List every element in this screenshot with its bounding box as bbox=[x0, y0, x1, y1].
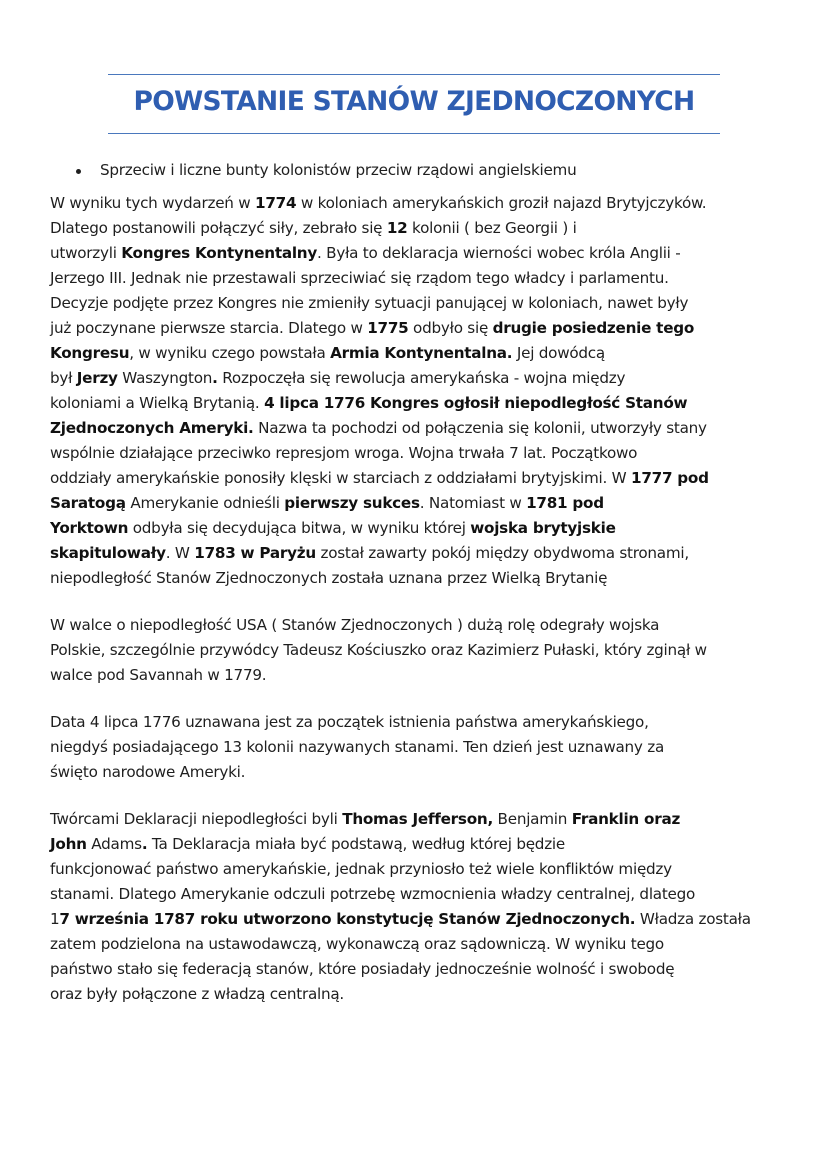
text-run: W walce o niepodległość USA ( Stanów Zjednoczonych ) dużą rolę odegrały wojska bbox=[50, 616, 660, 634]
text-line bbox=[50, 663, 790, 688]
text-line bbox=[50, 638, 790, 663]
text-run: Polskie, szczególnie przywódcy Tadeusz Kościuszko oraz Kazimierz Pułaski, który zginął w bbox=[50, 641, 707, 659]
text-run: kolonii ( bez Georgii ) i bbox=[407, 219, 577, 237]
paragraph bbox=[50, 710, 790, 785]
text-run: Data 4 lipca 1776 uznawana jest za początek istnienia państwa amerykańskiego, bbox=[50, 713, 649, 731]
text-line bbox=[50, 466, 790, 491]
text-run: w koloniach amerykańskich groził najazd Brytyjczyków. bbox=[296, 194, 707, 212]
text-run: funkcjonować państwo amerykańskie, jednak przyniosło też wiele konfliktów między bbox=[50, 860, 672, 878]
text-line bbox=[50, 391, 790, 416]
text-line bbox=[50, 516, 790, 541]
text-run: był bbox=[50, 369, 77, 387]
paragraphs bbox=[50, 191, 790, 1007]
text-line bbox=[50, 291, 790, 316]
bold-text: Thomas Jefferson, bbox=[342, 810, 493, 828]
text-run: Benjamin bbox=[492, 810, 572, 828]
text-run: niegdyś posiadającego 13 kolonii nazywanych stanami. Ten dzień jest uznawany za bbox=[50, 738, 665, 756]
bold-text: John bbox=[50, 835, 87, 853]
text-line bbox=[50, 316, 790, 341]
bold-text: 7 września 1787 roku utworzono konstytucję Stanów Zjednoczonych. bbox=[59, 910, 636, 928]
bullet-list bbox=[50, 158, 790, 183]
bold-text: drugie posiedzenie tego bbox=[492, 319, 695, 337]
text-run: utworzyli bbox=[50, 244, 122, 262]
text-run: Twórcami Deklaracji niepodległości byli bbox=[50, 810, 343, 828]
bullet-text: Sprzeciw i liczne bunty kolonistów przeciw rządowi angielskiemu bbox=[100, 161, 577, 179]
paragraph bbox=[50, 807, 790, 1007]
text-run: Waszyngton bbox=[117, 369, 213, 387]
text-run: odbyło się bbox=[408, 319, 493, 337]
list-item bbox=[76, 158, 790, 183]
text-line bbox=[50, 735, 790, 760]
text-line bbox=[50, 566, 790, 591]
bold-text: 1783 w Paryżu bbox=[194, 544, 316, 562]
text-line bbox=[50, 807, 790, 832]
bold-text: Saratogą bbox=[50, 494, 126, 512]
text-run: zatem podzielona na ustawodawczą, wykonawczą oraz sądowniczą. W wyniku tego bbox=[50, 935, 664, 953]
text-line bbox=[50, 266, 790, 291]
text-line bbox=[50, 416, 790, 441]
text-run: został zawarty pokój między obydwoma stronami, bbox=[315, 544, 689, 562]
bold-text: Zjednoczonych Ameryki. bbox=[50, 419, 254, 437]
text-run: Rozpoczęła się rewolucja amerykańska - wojna między bbox=[217, 369, 626, 387]
bold-text: 1775 bbox=[367, 319, 409, 337]
text-run: 1 bbox=[50, 910, 60, 928]
text-line bbox=[50, 957, 790, 982]
text-line bbox=[50, 932, 790, 957]
text-line bbox=[50, 441, 790, 466]
text-run: odbyła się decydująca bitwa, w wyniku której bbox=[128, 519, 471, 537]
bold-text: 12 bbox=[386, 219, 408, 237]
text-run: Dlatego postanowili połączyć siły, zebrało się bbox=[50, 219, 387, 237]
bold-text: 1777 pod bbox=[631, 469, 709, 487]
text-run: Amerykanie odnieśli bbox=[125, 494, 285, 512]
text-run: wspólnie działające przeciwko represjom wroga. Wojna trwała 7 lat. Początkowo bbox=[50, 444, 638, 462]
text-run: Ta Deklaracja miała być podstawą, według której będzie bbox=[147, 835, 565, 853]
text-run: Decyzje podjęte przez Kongres nie zmieniły sytuacji panującej w koloniach, nawet były bbox=[50, 294, 689, 312]
paragraph bbox=[50, 613, 790, 688]
bold-text: wojska brytyjskie bbox=[470, 519, 616, 537]
bold-text: 4 lipca 1776 Kongres ogłosił niepodległość Stanów bbox=[264, 394, 688, 412]
bold-text: . bbox=[141, 835, 148, 853]
text-line bbox=[50, 760, 790, 785]
text-line bbox=[50, 882, 790, 907]
bold-text: Kongres Kontynentalny bbox=[121, 244, 318, 262]
bold-text: Kongresu bbox=[50, 344, 130, 362]
text-line bbox=[50, 491, 790, 516]
bold-text: . bbox=[212, 369, 218, 387]
document-body bbox=[50, 158, 790, 1007]
text-line bbox=[50, 710, 790, 735]
text-line bbox=[50, 241, 790, 266]
text-run: Nazwa ta pochodzi od połączenia się kolonii, utworzyły stany bbox=[253, 419, 707, 437]
text-run: , w wyniku czego powstała bbox=[129, 344, 331, 362]
text-run: niepodległość Stanów Zjednoczonych została uznana przez Wielką Brytanię bbox=[50, 569, 608, 587]
text-run: stanami. Dlatego Amerykanie odczuli potrzebę wzmocnienia władzy centralnej, dlatego bbox=[50, 885, 696, 903]
text-line bbox=[50, 366, 790, 391]
bold-text: Armia Kontynentalna. bbox=[330, 344, 513, 362]
page-title: POWSTANIE STANÓW ZJEDNOCZONYCH bbox=[133, 86, 695, 117]
text-run: koloniami a Wielką Brytanią. bbox=[50, 394, 265, 412]
text-run: Jej dowódcą bbox=[512, 344, 605, 362]
bold-text: pierwszy sukces bbox=[284, 494, 420, 512]
bullet-dot-icon bbox=[76, 169, 81, 174]
title-rule-top bbox=[108, 74, 720, 75]
paragraph bbox=[50, 191, 790, 591]
text-run: Adams bbox=[86, 835, 142, 853]
text-run: święto narodowe Ameryki. bbox=[50, 763, 246, 781]
text-run: oddziały amerykańskie ponosiły klęski w starciach z oddziałami brytyjskimi. W bbox=[50, 469, 631, 487]
bold-text: skapitulowały bbox=[50, 544, 166, 562]
text-line bbox=[50, 982, 790, 1007]
text-line bbox=[50, 341, 790, 366]
text-line bbox=[50, 191, 790, 216]
text-run: Władza została bbox=[635, 910, 751, 928]
title-rule-bottom bbox=[108, 133, 720, 134]
bold-text: Franklin oraz bbox=[571, 810, 681, 828]
bold-text: Yorktown bbox=[50, 519, 129, 537]
text-line bbox=[50, 857, 790, 882]
text-run: . Natomiast w bbox=[419, 494, 527, 512]
bold-text: Jerzy bbox=[76, 369, 118, 387]
text-line bbox=[50, 832, 790, 857]
text-run: już poczynane pierwsze starcia. Dlatego w bbox=[50, 319, 368, 337]
text-run: W wyniku tych wydarzeń w bbox=[50, 194, 255, 212]
bold-text: 1774 bbox=[255, 194, 297, 212]
text-run: oraz były połączone z władzą centralną. bbox=[50, 985, 345, 1003]
text-run: . W bbox=[165, 544, 195, 562]
text-line bbox=[50, 541, 790, 566]
text-line bbox=[50, 613, 790, 638]
text-run: walce pod Savannah w 1779. bbox=[50, 666, 267, 684]
text-run: Jerzego III. Jednak nie przestawali sprzeciwiać się rządom tego władcy i parlamentu. bbox=[50, 269, 669, 287]
text-run: państwo stało się federacją stanów, które posiadały jednocześnie wolność i swobodę bbox=[50, 960, 675, 978]
text-line bbox=[50, 907, 790, 932]
bold-text: 1781 pod bbox=[526, 494, 604, 512]
text-line bbox=[50, 216, 790, 241]
text-run: . Była to deklaracja wierności wobec króla Anglii - bbox=[317, 244, 681, 262]
